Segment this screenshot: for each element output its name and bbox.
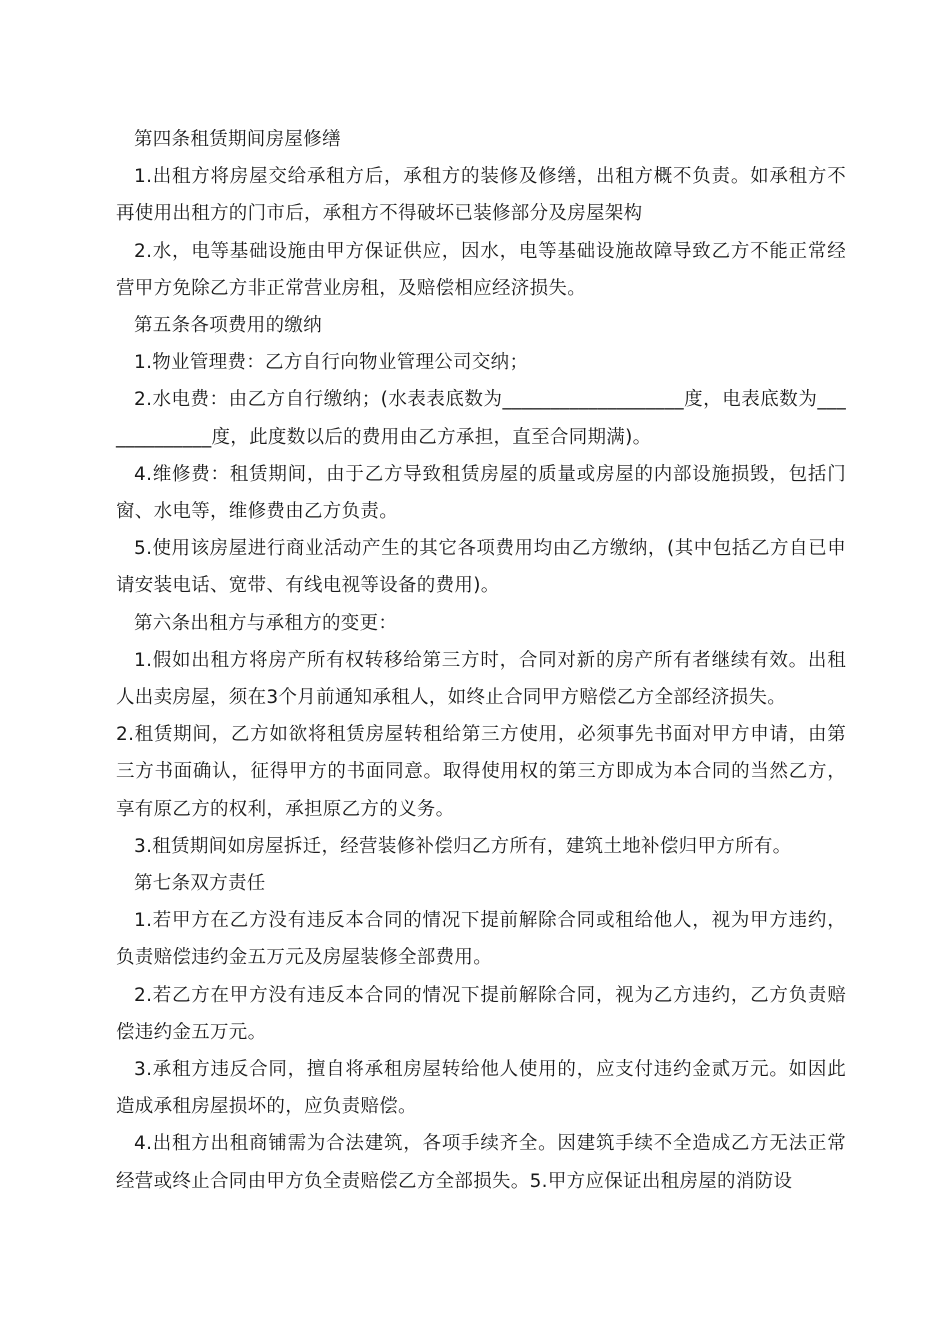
document-body xyxy=(116,121,846,1200)
article-7-clause-2: 2.若乙方在甲方没有违反本合同的情况下提前解除合同，视为乙方违约，乙方负责赔偿违约金五万元。 xyxy=(116,984,846,1043)
article-5-heading: 第五条各项费用的缴纳 xyxy=(134,315,323,337)
article-6-clause-3: 3.租赁期间如房屋拆迁，经营装修补偿归乙方所有，建筑土地补偿归甲方所有。 xyxy=(134,835,792,857)
article-7-heading: 第七条双方责任 xyxy=(134,873,266,895)
article-7-clause-1: 1.若甲方在乙方没有违反本合同的情况下提前解除合同或租给他人，视为甲方违约，负责赔偿违约金五万元及房屋装修全部费用。 xyxy=(116,910,846,969)
article-4-clause-2: 2.水，电等基础设施由甲方保证供应，因水，电等基础设施故障导致乙方不能正常经营甲方免除乙方非正常营业房租，及赔偿相应经济损失。 xyxy=(116,240,846,299)
article-6-clause-1: 1.假如出租方将房产所有权转移给第三方时，合同对新的房产所有者继续有效。出租人出卖房屋，须在3个月前通知承租人，如终止合同甲方赔偿乙方全部经济损失。 xyxy=(116,649,846,709)
article-4-clause-1: 1.出租方将房屋交给承租方后，承租方的装修及修缮，出租方概不负责。如承租方不再使用出租方的门市后，承租方不得破坏已装修部分及房屋架构 xyxy=(116,166,846,225)
article-7-clause-4: 4.出租方出租商铺需为合法建筑，各项手续齐全。因建筑手续不全造成乙方无法正常经营或终止合同由甲方负全责赔偿乙方全部损失。5.甲方应保证出租房屋的消防设 xyxy=(116,1133,846,1192)
article-5-clause-1: 1.物业管理费：乙方自行向物业管理公司交纳； xyxy=(134,352,529,374)
article-6-clause-2: 2.租赁期间，乙方如欲将租赁房屋转租给第三方使用，必须事先书面对甲方申请，由第三方书面确认，征得甲方的书面同意。取得使用权的第三方即成为本合同的当然乙方，享有原乙方的权利，承担原乙方的义务。 xyxy=(116,724,846,820)
article-5-clause-5: 5.使用该房屋进行商业活动产生的其它各项费用均由乙方缴纳，(其中包括乙方自已申请安装电话、宽带、有线电视等设备的费用)。 xyxy=(116,538,846,597)
article-4-heading: 第四条租赁期间房屋修缮 xyxy=(134,129,341,150)
article-6-heading: 第六条出租方与承租方的变更： xyxy=(134,612,398,634)
article-5-clause-2: 2.水电费：由乙方自行缴纳；(水表表底数为___________________度，电表底数为_____________度，此度数以后的费用由乙方承担，直至合同期满)。 xyxy=(116,389,846,448)
article-5-clause-4: 4.维修费：租赁期间，由于乙方导致租赁房屋的质量或房屋的内部设施损毁，包括门窗、水电等，维修费由乙方负责。 xyxy=(116,463,846,523)
article-7-clause-3: 3.承租方违反合同，擅自将承租房屋转给他人使用的，应支付违约金贰万元。如因此造成承租房屋损坏的，应负责赔偿。 xyxy=(116,1059,846,1118)
